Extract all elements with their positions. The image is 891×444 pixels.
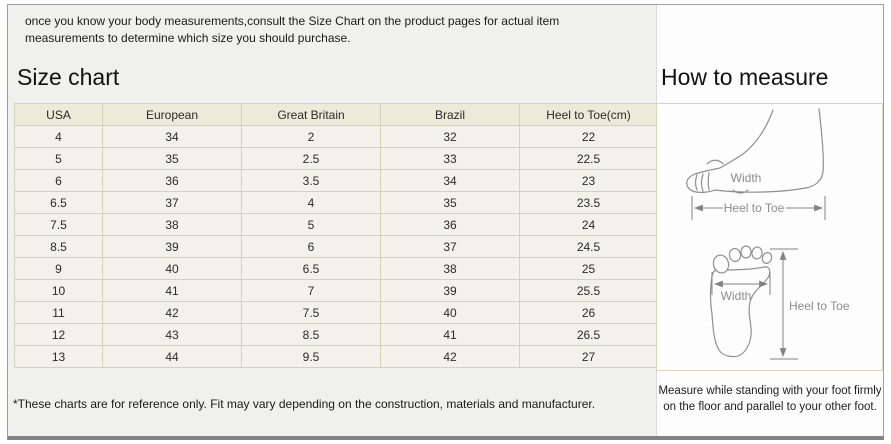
- table-cell: 3.5: [242, 170, 381, 192]
- table-cell: 33: [381, 148, 520, 170]
- table-cell: 39: [103, 236, 242, 258]
- table-row: [15, 126, 658, 148]
- table-cell: 22.5: [520, 148, 658, 170]
- table-cell: 7.5: [242, 302, 381, 324]
- table-cell: 43: [103, 324, 242, 346]
- how-to-measure-title: How to measure: [661, 64, 829, 90]
- table-cell: 38: [381, 258, 520, 280]
- table-header-cell: Heel to Toe(cm): [520, 104, 658, 126]
- table-cell: 37: [381, 236, 520, 258]
- table-cell: 25: [520, 258, 658, 280]
- measure-instruction-note: Measure while standing with your foot firmly on the floor and parallel to your other foot.: [658, 385, 882, 413]
- table-cell: 40: [103, 258, 242, 280]
- side-length-label: Heel to Toe: [723, 201, 785, 215]
- table-row: [15, 258, 658, 280]
- measure-diagrams-box: [656, 103, 883, 371]
- table-row: [15, 324, 658, 346]
- table-cell: 4: [242, 192, 381, 214]
- table-cell: 6.5: [242, 258, 381, 280]
- table-cell: 12: [15, 324, 103, 346]
- table-cell: 23.5: [520, 192, 658, 214]
- measure-diagrams-svg: [657, 104, 882, 370]
- table-cell: 24.5: [520, 236, 658, 258]
- intro-text: once you know your body measurements,consult the Size Chart on the product pages for actual item measurements to determine which size you should purchase.: [25, 14, 560, 45]
- table-cell: 9.5: [242, 346, 381, 368]
- table-cell: 5: [15, 148, 103, 170]
- table-cell: 6: [15, 170, 103, 192]
- table-cell: 10: [15, 280, 103, 302]
- table-cell: 38: [103, 214, 242, 236]
- table-cell: 37: [103, 192, 242, 214]
- table-cell: 25.5: [520, 280, 658, 302]
- table-cell: 5: [242, 214, 381, 236]
- sole-length-label: Heel to Toe: [789, 299, 850, 313]
- table-row: [15, 192, 658, 214]
- table-cell: 24: [520, 214, 658, 236]
- table-cell: 36: [103, 170, 242, 192]
- table-row: [15, 236, 658, 258]
- table-cell: 6.5: [15, 192, 103, 214]
- sole-width-label: Width: [720, 289, 752, 303]
- table-cell: 42: [381, 346, 520, 368]
- table-header-cell: Brazil: [381, 104, 520, 126]
- table-cell: 22: [520, 126, 658, 148]
- table-cell: 27: [520, 346, 658, 368]
- table-cell: 32: [381, 126, 520, 148]
- table-cell: 2.5: [242, 148, 381, 170]
- table-row: [15, 346, 658, 368]
- table-row: [15, 170, 658, 192]
- table-row: [15, 302, 658, 324]
- size-chart-table: [14, 103, 658, 368]
- table-cell: 44: [103, 346, 242, 368]
- table-cell: 26.5: [520, 324, 658, 346]
- side-width-label: Width: [730, 171, 762, 185]
- reference-footnote: *These charts are for reference only. Fit may vary depending on the construction, materials and manufacturer.: [13, 397, 596, 411]
- table-row: [15, 280, 658, 302]
- table-header-cell: USA: [15, 104, 103, 126]
- table-cell: 23: [520, 170, 658, 192]
- size-table-body: [15, 126, 658, 368]
- table-cell: 35: [103, 148, 242, 170]
- table-row: [15, 148, 658, 170]
- table-cell: 7.5: [15, 214, 103, 236]
- table-cell: 7: [242, 280, 381, 302]
- table-cell: 41: [103, 280, 242, 302]
- table-cell: 36: [381, 214, 520, 236]
- table-cell: 26: [520, 302, 658, 324]
- table-header-cell: Great Britain: [242, 104, 381, 126]
- table-cell: 4: [15, 126, 103, 148]
- table-cell: 2: [242, 126, 381, 148]
- table-cell: 6: [242, 236, 381, 258]
- table-cell: 8.5: [242, 324, 381, 346]
- table-cell: 42: [103, 302, 242, 324]
- table-cell: 41: [381, 324, 520, 346]
- table-cell: 13: [15, 346, 103, 368]
- table-cell: 34: [381, 170, 520, 192]
- table-cell: 39: [381, 280, 520, 302]
- table-cell: 34: [103, 126, 242, 148]
- table-row: [15, 214, 658, 236]
- table-header-row: [15, 104, 658, 126]
- table-cell: 11: [15, 302, 103, 324]
- size-chart-title: Size chart: [17, 64, 120, 90]
- table-cell: 8.5: [15, 236, 103, 258]
- table-cell: 40: [381, 302, 520, 324]
- table-cell: 35: [381, 192, 520, 214]
- table-cell: 9: [15, 258, 103, 280]
- table-header-cell: European: [103, 104, 242, 126]
